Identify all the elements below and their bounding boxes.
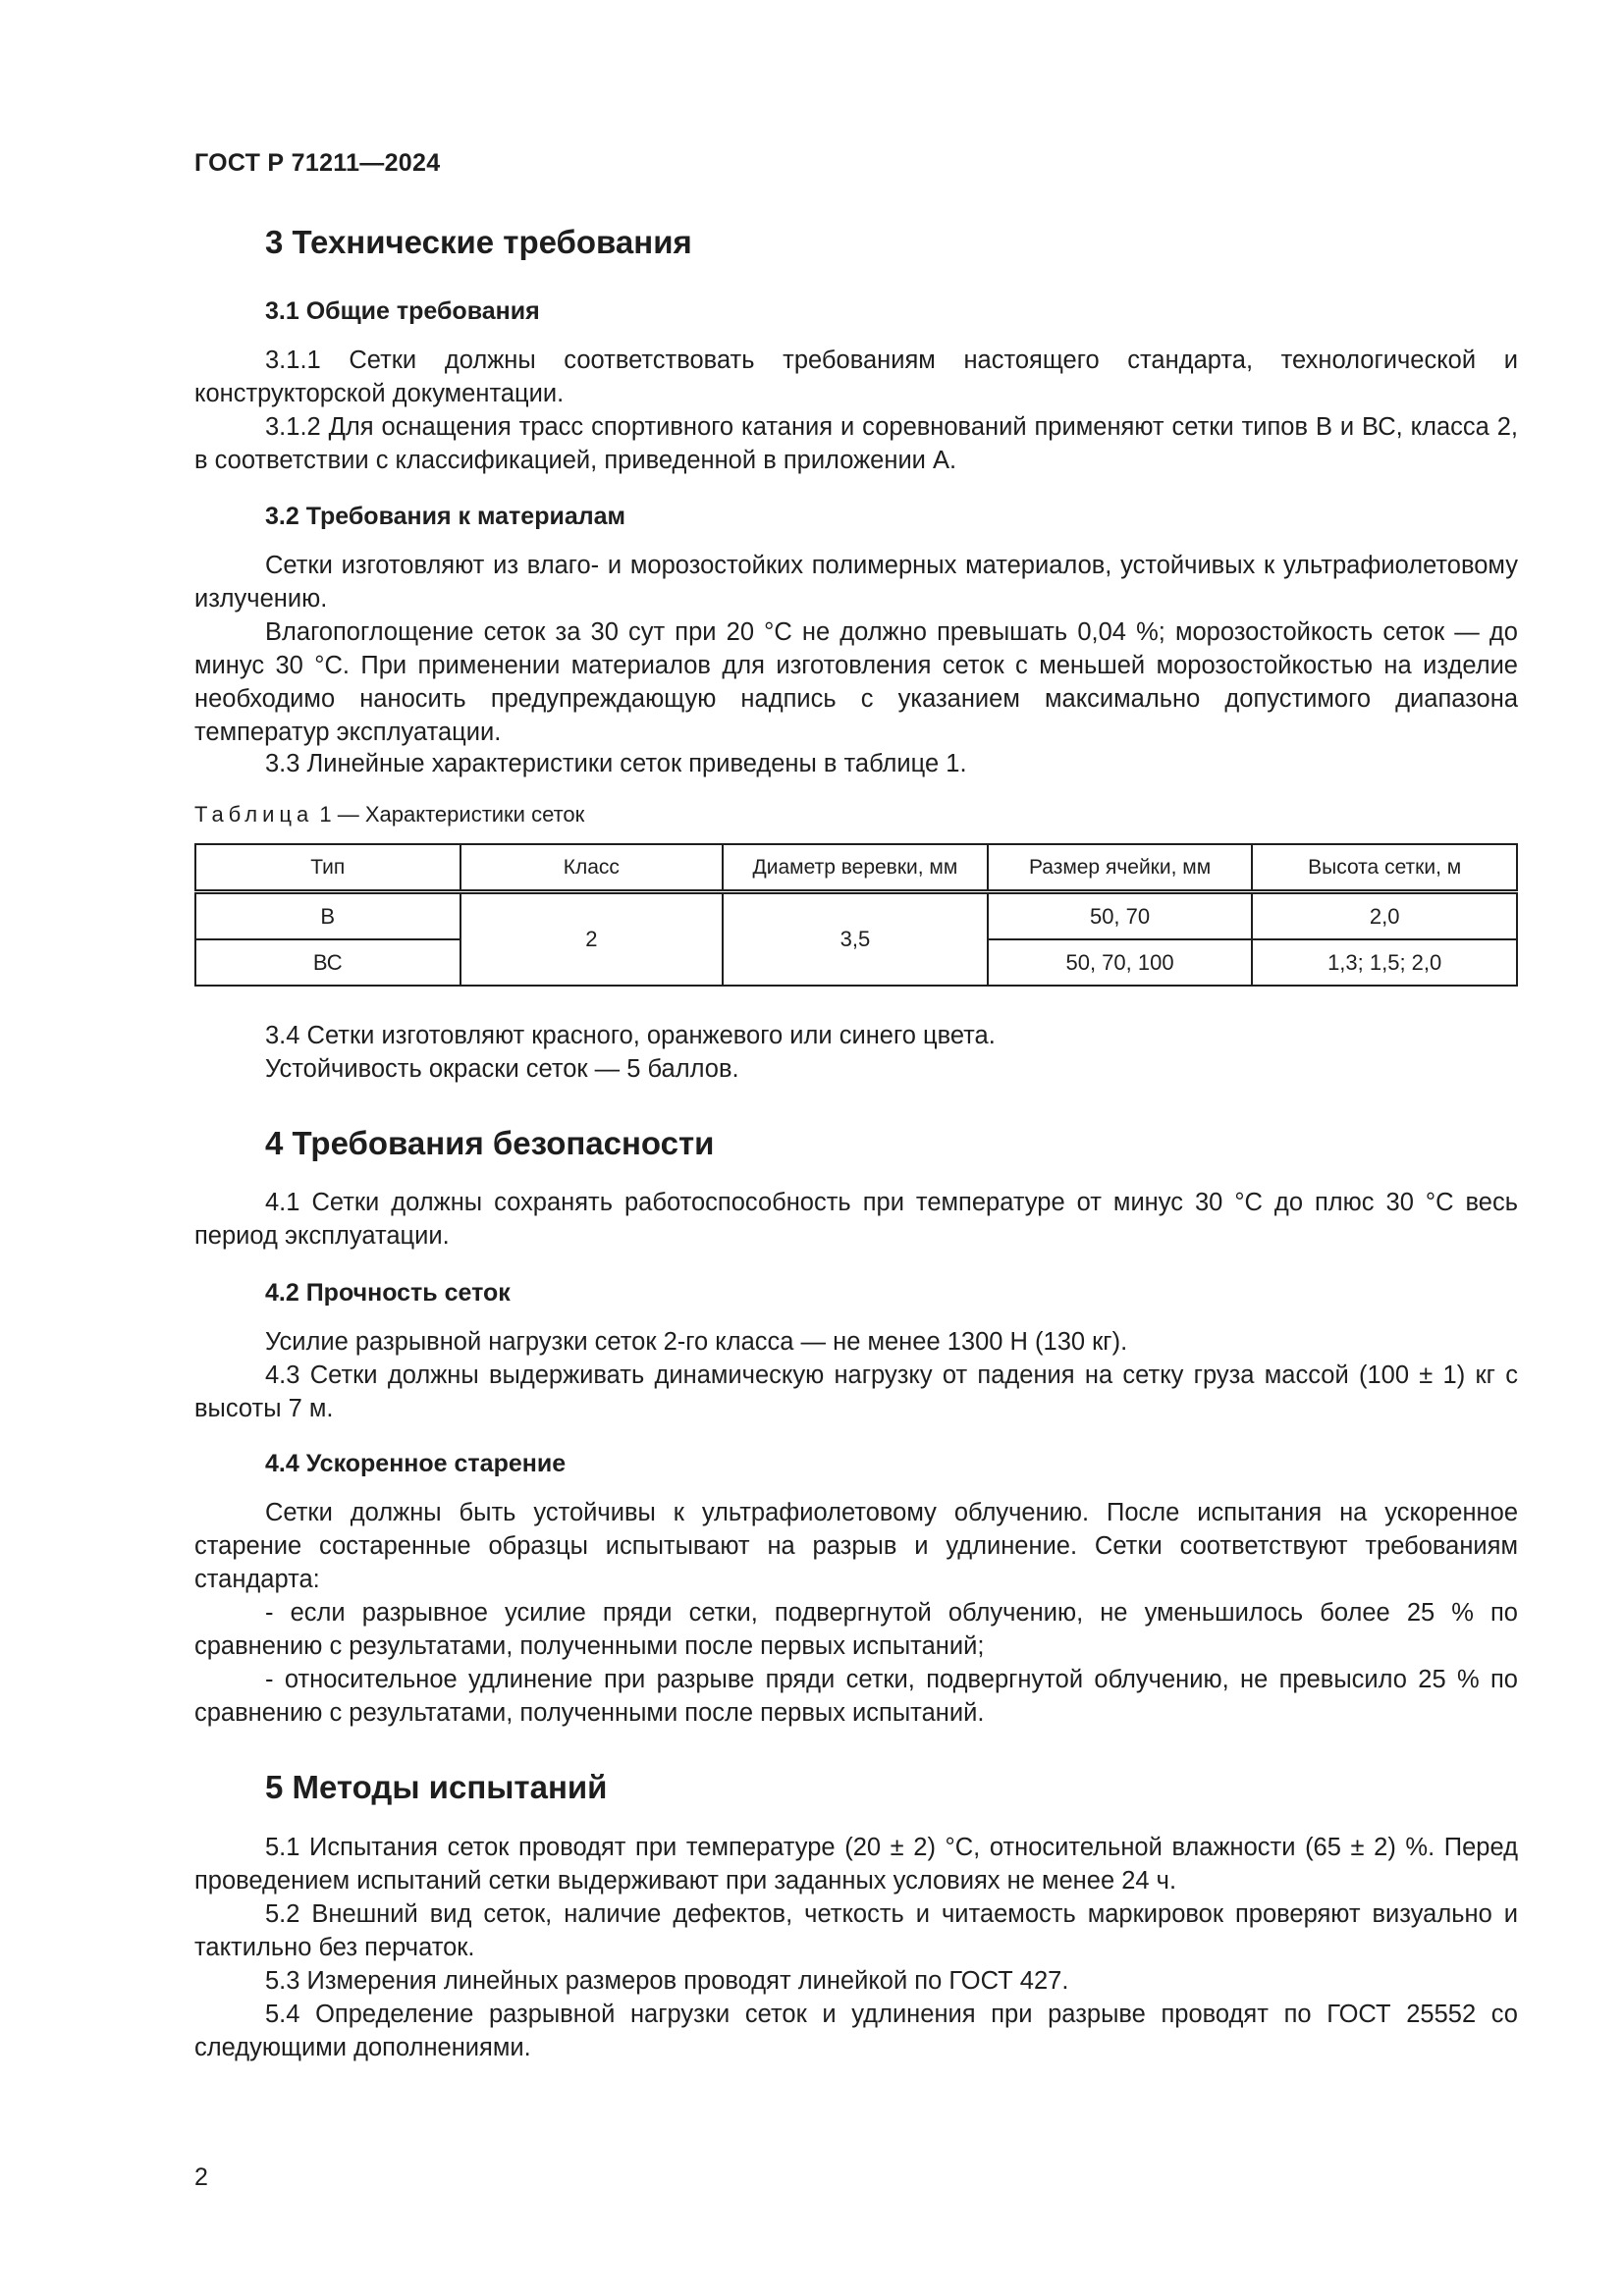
paragraph-4-1: 4.1 Сетки должны сохранять работоспособность при температуре от минус 30 °С до плюс 30 °С весь период эксплуатации. (194, 1189, 1518, 1250)
document-header: ГОСТ Р 71211—2024 (194, 149, 441, 177)
paragraph-5-4: 5.4 Определение разрывной нагрузки сеток и удлинения при разрыве проводят по ГОСТ 25552 со следующими дополнениями. (194, 2001, 1518, 2061)
section-4-2-title: 4.2 Прочность сеток (265, 1279, 511, 1307)
table-header-row (195, 844, 1517, 892)
section-5-title: 5 Методы испытаний (265, 1769, 608, 1805)
table-cell: 3,5 (723, 892, 988, 987)
paragraph-3-4-a: 3.4 Сетки изготовляют красного, оранжевого или синего цвета. (265, 1022, 996, 1049)
paragraph-4-2: Усилие разрывной нагрузки сеток 2-го класса — не менее 1300 Н (130 кг). (265, 1328, 1128, 1356)
table-cell: 2 (460, 892, 724, 987)
table-cell: ВС (195, 939, 460, 986)
paragraph-4-4: Сетки должны быть устойчивы к ультрафиолетовому облучению. После испытания на ускоренное старение состаренные образцы испытывают на разрыв и удлинение. Сетки соответствуют требованиям стандарта: (194, 1499, 1518, 1593)
section-4-4-title: 4.4 Ускоренное старение (265, 1450, 567, 1477)
paragraph-5-3: 5.3 Измерения линейных размеров проводят линейкой по ГОСТ 427. (265, 1967, 1069, 1995)
table-header-cell: Тип (195, 844, 460, 892)
paragraph-3-2-a: Сетки изготовляют из влаго- и морозостойких полимерных материалов, устойчивых к ультрафиолетовому излучению. (194, 552, 1518, 613)
paragraph-5-2: 5.2 Внешний вид сеток, наличие дефектов, четкость и читаемость маркировок проверяют визуально и тактильно без перчаток. (194, 1900, 1518, 1961)
table-cell: 1,3; 1,5; 2,0 (1252, 939, 1517, 986)
table-cell: 50, 70, 100 (988, 939, 1253, 986)
paragraph-4-3: 4.3 Сетки должны выдерживать динамическую нагрузку от падения на сетку груза массой (100 ± 1) кг с высоты 7 м. (194, 1362, 1518, 1422)
table-cell: 2,0 (1252, 892, 1517, 940)
section-3-1-title: 3.1 Общие требования (265, 297, 540, 325)
table-cell: В (195, 892, 460, 940)
list-item: - если разрывное усилие пряди сетки, подвергнутой облучению, не уменьшилось более 25 % по сравнению с результатами, полученными после первых испытаний; (194, 1599, 1518, 1660)
page-number: 2 (194, 2163, 208, 2191)
paragraph-3-4-b: Устойчивость окраски сеток — 5 баллов. (265, 1055, 739, 1083)
table-header-cell: Диаметр веревки, мм (723, 844, 988, 892)
paragraph-3-3: 3.3 Линейные характеристики сеток приведены в таблице 1. (265, 750, 967, 777)
list-item: - относительное удлинение при разрыве пряди сетки, подвергнутой облучению, не превысило 25 % по сравнению с результатами, полученными после первых испытаний. (194, 1666, 1518, 1727)
table-caption (194, 802, 584, 828)
table-caption-text: 1 — Характеристики сеток (319, 802, 585, 827)
table-caption-label: Таблица (194, 802, 314, 827)
paragraph-5-1: 5.1 Испытания сеток проводят при температуре (20 ± 2) °С, относительной влажности (65 ± 2) %. Перед проведением испытаний сетки выдерживают при заданных условиях не менее 24 ч. (194, 1834, 1518, 1895)
table-row (195, 892, 1517, 940)
paragraph-3-1-1: 3.1.1 Сетки должны соответствовать требованиям настоящего стандарта, технологической и конструкторской документации. (194, 347, 1518, 407)
table-header-cell: Высота сетки, м (1252, 844, 1517, 892)
characteristics-table (194, 843, 1518, 987)
section-4-title: 4 Требования безопасности (265, 1125, 715, 1161)
section-3-2-title: 3.2 Требования к материалам (265, 503, 626, 530)
table-header-cell: Класс (460, 844, 724, 892)
table-cell: 50, 70 (988, 892, 1253, 940)
paragraph-3-2-b: Влагопоглощение сеток за 30 сут при 20 °С не должно превышать 0,04 %; морозостойкость сеток — до минус 30 °С. При применении материалов для изготовления сеток с меньшей морозостойкостью на изделие необходимо наносить предупреждающую надпись с указанием максимально допустимого диапазона температур эксплуатации. (194, 618, 1518, 746)
section-3-title: 3 Технические требования (265, 224, 692, 260)
paragraph-3-1-2: 3.1.2 Для оснащения трасс спортивного катания и соревнований применяют сетки типов В и ВС, класса 2, в соответствии с классификацией, приведенной в приложении А. (194, 413, 1518, 474)
table-header-cell: Размер ячейки, мм (988, 844, 1253, 892)
